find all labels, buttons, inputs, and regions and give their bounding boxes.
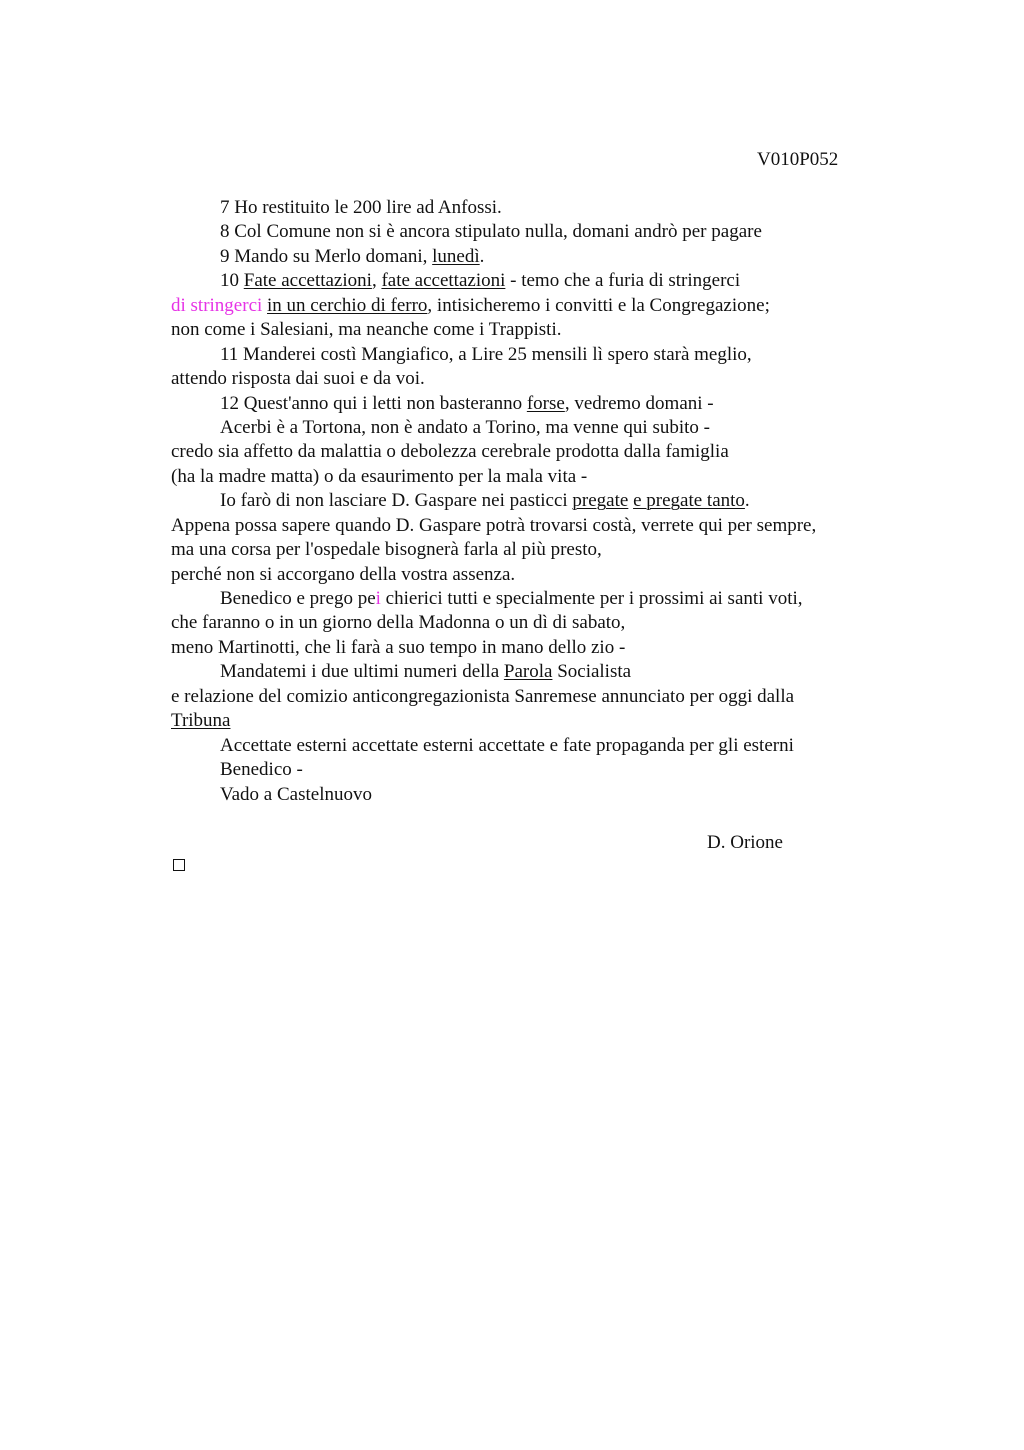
end-of-document-box-icon [173, 859, 185, 871]
text-line: non come i Salesiani, ma neanche come i Trappisti. [171, 319, 562, 341]
text-line: che faranno o in un giorno della Madonna o un dì di sabato, [171, 612, 626, 634]
text-line: ma una corsa per l'ospedale bisognerà farla al più presto, [171, 539, 602, 561]
text-line: Acerbi è a Tortona, non è andato a Torino, ma venne qui subito - [220, 416, 710, 438]
text-line: 7 Ho restituito le 200 lire ad Anfossi. [220, 197, 502, 218]
text-line: 12 Quest'anno qui i letti non basteranno forse, vedremo domani - [220, 392, 714, 414]
text-line: credo sia affetto da malattia o debolezza cerebrale prodotta dalla famiglia [171, 441, 729, 463]
underlined-text: Parola [503, 661, 553, 683]
page-identifier: V010P052 [757, 149, 839, 170]
text-line: 11 Manderei costì Mangiafico, a Lire 25 mensili lì spero starà meglio, [220, 343, 752, 365]
text-line: Accettate esterni accettate esterni accettate e fate propaganda per gli esterni [220, 734, 794, 756]
underlined-text: fate accettazioni [381, 270, 506, 292]
underlined-text: in un cerchio di ferro [267, 294, 428, 316]
highlighted-text: i [375, 588, 381, 609]
underlined-text: forse [526, 392, 565, 414]
underlined-text: Tribuna [171, 710, 231, 732]
letter-body [171, 196, 891, 807]
text-line: Benedico e prego pei chierici tutti e specialmente per i prossimi ai santi voti, [220, 588, 803, 609]
text-line: Io farò di non lasciare D. Gaspare nei pasticci pregate e pregate tanto. [220, 490, 750, 512]
text-line: 8 Col Comune non si è ancora stipulato nulla, domani andrò per pagare [220, 221, 762, 243]
text-line: Benedico - [220, 759, 303, 781]
text-line: attendo risposta dai suoi e da voi. [171, 368, 425, 390]
text-line: perché non si accorgano della vostra assenza. [171, 563, 516, 585]
text-line: 10 Fate accettazioni, fate accettazioni - temo che a furia di stringerci [220, 270, 741, 292]
text-line: Vado a Castelnuovo [220, 783, 372, 805]
text-line: Mandatemi i due ultimi numeri della Parola Socialista [220, 661, 632, 683]
underlined-text: pregate [572, 490, 629, 512]
text-line: di stringerci in un cerchio di ferro, intisicheremo i convitti e la Congregazione; [171, 294, 770, 316]
underlined-text: lunedì [432, 245, 480, 267]
signature: D. Orione [707, 832, 783, 853]
underlined-text: Fate accettazioni [243, 270, 372, 292]
text-line: (ha la madre matta) o da esaurimento per la mala vita - [171, 465, 588, 487]
text-line [171, 709, 891, 733]
highlighted-text: di stringerci [171, 294, 263, 316]
text-line: e relazione del comizio anticongregazionista Sanremese annunciato per oggi dalla [171, 685, 795, 707]
underlined-text: e pregate tanto [633, 490, 745, 512]
text-line: meno Martinotti, che li farà a suo tempo in mano dello zio - [171, 636, 626, 658]
text-line: 9 Mando su Merlo domani, lunedì. [220, 245, 485, 267]
text-line: Appena possa sapere quando D. Gaspare potrà trovarsi costà, verrete qui per sempre, [171, 514, 817, 536]
